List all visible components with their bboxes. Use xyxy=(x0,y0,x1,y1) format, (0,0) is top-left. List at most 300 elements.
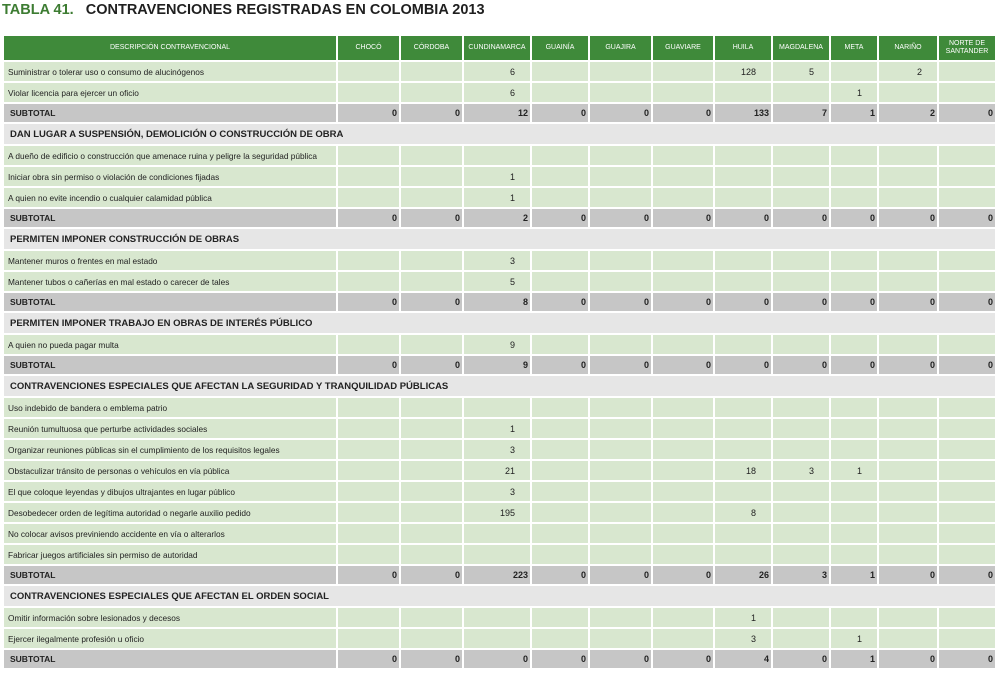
value-cell xyxy=(400,439,463,460)
section-label: CONTRAVENCIONES ESPECIALES QUE AFECTAN EL ORDEN SOCIAL xyxy=(3,585,996,607)
section-label: DAN LUGAR A SUSPENSIÓN, DEMOLICIÓN O CONSTRUCCIÓN DE OBRA xyxy=(3,123,996,145)
value-cell: 0 xyxy=(772,649,830,669)
value-cell xyxy=(463,397,531,418)
value-cell: 21 xyxy=(463,460,531,481)
column-header: DESCRIPCIÓN CONTRAVENCIONAL xyxy=(3,35,337,61)
table-row xyxy=(3,544,996,565)
value-cell: 2 xyxy=(878,103,938,123)
value-cell xyxy=(652,418,714,439)
value-cell xyxy=(400,61,463,82)
value-cell xyxy=(938,145,996,166)
value-cell: 7 xyxy=(772,103,830,123)
value-cell xyxy=(400,544,463,565)
value-cell xyxy=(878,397,938,418)
column-header: CÓRDOBA xyxy=(400,35,463,61)
contravenciones-table xyxy=(2,34,997,670)
value-cell: 0 xyxy=(531,649,589,669)
value-cell xyxy=(714,544,772,565)
value-cell: 3 xyxy=(463,481,531,502)
table-title xyxy=(2,1,485,21)
value-cell xyxy=(938,61,996,82)
subtotal-row xyxy=(3,292,996,312)
value-cell: 0 xyxy=(652,355,714,375)
value-cell xyxy=(337,607,400,628)
value-cell xyxy=(531,397,589,418)
section-label: PERMITEN IMPONER TRABAJO EN OBRAS DE INTERÉS PÚBLICO xyxy=(3,312,996,334)
value-cell: 0 xyxy=(589,292,652,312)
value-cell xyxy=(589,628,652,649)
value-cell xyxy=(878,502,938,523)
value-cell: 0 xyxy=(878,292,938,312)
value-cell xyxy=(531,460,589,481)
value-cell: 18 xyxy=(714,460,772,481)
value-cell xyxy=(938,628,996,649)
column-header: CHOCÓ xyxy=(337,35,400,61)
value-cell xyxy=(589,61,652,82)
value-cell: 1 xyxy=(830,628,878,649)
value-cell xyxy=(589,250,652,271)
value-cell xyxy=(938,544,996,565)
value-cell xyxy=(878,481,938,502)
value-cell xyxy=(337,628,400,649)
value-cell xyxy=(938,607,996,628)
value-cell: 0 xyxy=(772,208,830,228)
column-header: MAGDALENA xyxy=(772,35,830,61)
value-cell: 6 xyxy=(463,61,531,82)
value-cell xyxy=(652,544,714,565)
section-label: PERMITEN IMPONER CONSTRUCCIÓN DE OBRAS xyxy=(3,228,996,250)
value-cell xyxy=(337,250,400,271)
section-header-row xyxy=(3,312,996,334)
table-title-text: CONTRAVENCIONES REGISTRADAS EN COLOMBIA 2013 xyxy=(85,2,485,18)
description-cell: Omitir información sobre lesionados y decesos xyxy=(3,607,337,628)
table-row xyxy=(3,187,996,208)
value-cell: 0 xyxy=(400,103,463,123)
value-cell: 2 xyxy=(878,61,938,82)
value-cell: 0 xyxy=(589,649,652,669)
value-cell xyxy=(400,607,463,628)
value-cell: 0 xyxy=(400,649,463,669)
value-cell xyxy=(589,523,652,544)
value-cell: 0 xyxy=(531,355,589,375)
value-cell xyxy=(652,271,714,292)
value-cell xyxy=(463,607,531,628)
value-cell xyxy=(463,628,531,649)
value-cell xyxy=(531,544,589,565)
value-cell xyxy=(830,271,878,292)
value-cell: 3 xyxy=(463,250,531,271)
value-cell: 0 xyxy=(938,355,996,375)
value-cell xyxy=(652,439,714,460)
value-cell xyxy=(772,439,830,460)
description-cell: Suministrar o tolerar uso o consumo de alucinógenos xyxy=(3,61,337,82)
value-cell xyxy=(938,523,996,544)
description-cell: Uso indebido de bandera o emblema patrio xyxy=(3,397,337,418)
value-cell xyxy=(531,61,589,82)
value-cell xyxy=(878,460,938,481)
value-cell xyxy=(337,145,400,166)
value-cell xyxy=(652,82,714,103)
value-cell xyxy=(772,82,830,103)
table-row xyxy=(3,481,996,502)
value-cell xyxy=(938,502,996,523)
value-cell xyxy=(337,271,400,292)
subtotal-label: SUBTOTAL xyxy=(3,208,337,228)
value-cell xyxy=(652,628,714,649)
value-cell xyxy=(400,82,463,103)
value-cell xyxy=(938,187,996,208)
value-cell: 0 xyxy=(652,292,714,312)
value-cell xyxy=(337,502,400,523)
value-cell xyxy=(589,544,652,565)
value-cell: 0 xyxy=(878,355,938,375)
value-cell xyxy=(772,481,830,502)
value-cell xyxy=(938,439,996,460)
value-cell xyxy=(938,460,996,481)
value-cell xyxy=(878,334,938,355)
value-cell xyxy=(714,439,772,460)
value-cell: 223 xyxy=(463,565,531,585)
value-cell xyxy=(400,166,463,187)
value-cell: 0 xyxy=(400,292,463,312)
value-cell xyxy=(714,187,772,208)
subtotal-label: SUBTOTAL xyxy=(3,292,337,312)
value-cell: 26 xyxy=(714,565,772,585)
value-cell xyxy=(337,61,400,82)
value-cell xyxy=(878,166,938,187)
table-row xyxy=(3,502,996,523)
value-cell xyxy=(772,523,830,544)
value-cell xyxy=(531,523,589,544)
value-cell xyxy=(400,271,463,292)
table-number: TABLA 41. xyxy=(2,2,74,18)
value-cell xyxy=(652,397,714,418)
table-row xyxy=(3,145,996,166)
subtotal-row xyxy=(3,649,996,669)
value-cell xyxy=(531,271,589,292)
value-cell: 0 xyxy=(830,292,878,312)
value-cell xyxy=(337,82,400,103)
table-row xyxy=(3,166,996,187)
value-cell xyxy=(938,481,996,502)
value-cell: 3 xyxy=(772,565,830,585)
table-row xyxy=(3,523,996,544)
column-header: GUAINÍA xyxy=(531,35,589,61)
value-cell: 195 xyxy=(463,502,531,523)
description-cell: Violar licencia para ejercer un oficio xyxy=(3,82,337,103)
value-cell xyxy=(714,523,772,544)
value-cell xyxy=(589,334,652,355)
value-cell: 2 xyxy=(463,208,531,228)
value-cell xyxy=(652,607,714,628)
value-cell: 0 xyxy=(337,355,400,375)
table-row xyxy=(3,607,996,628)
subtotal-row xyxy=(3,208,996,228)
value-cell xyxy=(714,166,772,187)
subtotal-label: SUBTOTAL xyxy=(3,565,337,585)
description-cell: Desobedecer orden de legítima autoridad o negarle auxilio pedido xyxy=(3,502,337,523)
value-cell xyxy=(337,397,400,418)
value-cell xyxy=(714,82,772,103)
value-cell: 1 xyxy=(830,649,878,669)
value-cell: 1 xyxy=(830,460,878,481)
value-cell xyxy=(878,82,938,103)
value-cell xyxy=(772,502,830,523)
description-cell: Organizar reuniones públicas sin el cumplimiento de los requisitos legales xyxy=(3,439,337,460)
value-cell xyxy=(878,418,938,439)
value-cell xyxy=(337,523,400,544)
description-cell: Ejercer ilegalmente profesión u oficio xyxy=(3,628,337,649)
value-cell xyxy=(400,397,463,418)
value-cell xyxy=(772,250,830,271)
value-cell xyxy=(652,187,714,208)
value-cell xyxy=(531,607,589,628)
column-header: GUAVIARE xyxy=(652,35,714,61)
value-cell: 0 xyxy=(652,103,714,123)
value-cell: 8 xyxy=(463,292,531,312)
value-cell: 8 xyxy=(714,502,772,523)
table-row xyxy=(3,250,996,271)
value-cell xyxy=(772,334,830,355)
value-cell xyxy=(714,397,772,418)
value-cell xyxy=(652,334,714,355)
value-cell xyxy=(652,460,714,481)
description-cell: Obstaculizar tránsito de personas o vehículos en vía pública xyxy=(3,460,337,481)
value-cell xyxy=(772,544,830,565)
value-cell xyxy=(400,460,463,481)
value-cell xyxy=(531,166,589,187)
value-cell xyxy=(714,418,772,439)
value-cell xyxy=(878,271,938,292)
value-cell xyxy=(830,187,878,208)
value-cell xyxy=(878,250,938,271)
value-cell xyxy=(589,271,652,292)
value-cell xyxy=(830,61,878,82)
description-cell: A quien no pueda pagar multa xyxy=(3,334,337,355)
value-cell xyxy=(463,145,531,166)
value-cell xyxy=(531,82,589,103)
value-cell xyxy=(830,250,878,271)
value-cell xyxy=(830,334,878,355)
value-cell xyxy=(337,439,400,460)
value-cell: 0 xyxy=(589,355,652,375)
value-cell xyxy=(531,628,589,649)
value-cell: 0 xyxy=(589,565,652,585)
table-row xyxy=(3,334,996,355)
value-cell xyxy=(938,271,996,292)
value-cell xyxy=(830,418,878,439)
value-cell: 0 xyxy=(531,292,589,312)
value-cell xyxy=(830,481,878,502)
value-cell xyxy=(589,502,652,523)
table-body xyxy=(3,61,996,669)
value-cell xyxy=(531,187,589,208)
value-cell: 6 xyxy=(463,82,531,103)
value-cell xyxy=(772,187,830,208)
value-cell: 3 xyxy=(463,439,531,460)
value-cell xyxy=(772,397,830,418)
value-cell xyxy=(337,544,400,565)
value-cell: 5 xyxy=(772,61,830,82)
value-cell: 0 xyxy=(714,355,772,375)
section-label: CONTRAVENCIONES ESPECIALES QUE AFECTAN LA SEGURIDAD Y TRANQUILIDAD PÚBLICAS xyxy=(3,375,996,397)
value-cell xyxy=(400,523,463,544)
table-row xyxy=(3,271,996,292)
value-cell xyxy=(652,61,714,82)
value-cell xyxy=(400,502,463,523)
value-cell xyxy=(589,82,652,103)
value-cell xyxy=(830,439,878,460)
value-cell xyxy=(652,145,714,166)
value-cell: 0 xyxy=(337,292,400,312)
value-cell: 0 xyxy=(652,208,714,228)
value-cell: 5 xyxy=(463,271,531,292)
section-header-row xyxy=(3,375,996,397)
value-cell xyxy=(531,418,589,439)
value-cell: 128 xyxy=(714,61,772,82)
column-header: NORTE DE SANTANDER xyxy=(938,35,996,61)
value-cell xyxy=(772,145,830,166)
value-cell: 0 xyxy=(400,565,463,585)
value-cell xyxy=(589,397,652,418)
value-cell: 0 xyxy=(772,292,830,312)
value-cell xyxy=(652,523,714,544)
table-row xyxy=(3,628,996,649)
value-cell xyxy=(463,544,531,565)
subtotal-row xyxy=(3,355,996,375)
value-cell xyxy=(400,334,463,355)
value-cell xyxy=(878,628,938,649)
value-cell: 0 xyxy=(463,649,531,669)
description-cell: El que coloque leyendas y dibujos ultrajantes en lugar público xyxy=(3,481,337,502)
value-cell: 0 xyxy=(337,208,400,228)
description-cell: Iniciar obra sin permiso o violación de condiciones fijadas xyxy=(3,166,337,187)
description-cell: A quien no evite incendio o cualquier calamidad pública xyxy=(3,187,337,208)
table-row xyxy=(3,439,996,460)
value-cell: 0 xyxy=(652,649,714,669)
column-header: NARIÑO xyxy=(878,35,938,61)
value-cell: 0 xyxy=(830,355,878,375)
column-header: GUAJIRA xyxy=(589,35,652,61)
value-cell: 1 xyxy=(830,103,878,123)
section-header-row xyxy=(3,228,996,250)
value-cell: 12 xyxy=(463,103,531,123)
value-cell xyxy=(652,166,714,187)
column-header: HUILA xyxy=(714,35,772,61)
value-cell xyxy=(400,481,463,502)
value-cell: 0 xyxy=(337,565,400,585)
value-cell xyxy=(337,166,400,187)
value-cell: 0 xyxy=(878,649,938,669)
value-cell: 0 xyxy=(589,208,652,228)
value-cell xyxy=(531,439,589,460)
table-row xyxy=(3,82,996,103)
value-cell xyxy=(531,334,589,355)
value-cell xyxy=(772,418,830,439)
value-cell xyxy=(400,250,463,271)
value-cell: 9 xyxy=(463,334,531,355)
value-cell: 1 xyxy=(463,166,531,187)
subtotal-row xyxy=(3,103,996,123)
value-cell: 3 xyxy=(772,460,830,481)
value-cell: 0 xyxy=(938,649,996,669)
value-cell xyxy=(714,271,772,292)
value-cell: 0 xyxy=(531,565,589,585)
value-cell: 0 xyxy=(714,292,772,312)
value-cell: 0 xyxy=(589,103,652,123)
table-row xyxy=(3,61,996,82)
value-cell: 0 xyxy=(714,208,772,228)
value-cell xyxy=(400,145,463,166)
value-cell xyxy=(589,145,652,166)
value-cell: 9 xyxy=(463,355,531,375)
description-cell: No colocar avisos previniendo accidente en vía o alterarlos xyxy=(3,523,337,544)
header-row xyxy=(3,35,996,61)
value-cell xyxy=(400,628,463,649)
value-cell: 0 xyxy=(938,103,996,123)
value-cell xyxy=(772,166,830,187)
value-cell xyxy=(938,250,996,271)
value-cell xyxy=(938,82,996,103)
subtotal-label: SUBTOTAL xyxy=(3,103,337,123)
value-cell xyxy=(652,481,714,502)
value-cell: 0 xyxy=(830,208,878,228)
value-cell xyxy=(878,607,938,628)
value-cell: 1 xyxy=(830,82,878,103)
value-cell xyxy=(772,628,830,649)
value-cell: 3 xyxy=(714,628,772,649)
value-cell xyxy=(830,544,878,565)
value-cell xyxy=(878,544,938,565)
value-cell: 0 xyxy=(400,355,463,375)
description-cell: Fabricar juegos artificiales sin permiso de autoridad xyxy=(3,544,337,565)
section-header-row xyxy=(3,123,996,145)
value-cell xyxy=(337,418,400,439)
value-cell xyxy=(589,460,652,481)
value-cell: 0 xyxy=(337,649,400,669)
value-cell xyxy=(531,502,589,523)
value-cell: 0 xyxy=(531,208,589,228)
value-cell xyxy=(337,481,400,502)
value-cell xyxy=(531,145,589,166)
value-cell xyxy=(878,187,938,208)
value-cell xyxy=(938,397,996,418)
value-cell xyxy=(589,481,652,502)
value-cell xyxy=(772,607,830,628)
description-cell: Reunión tumultuosa que perturbe actividades sociales xyxy=(3,418,337,439)
value-cell: 1 xyxy=(714,607,772,628)
value-cell: 0 xyxy=(772,355,830,375)
value-cell xyxy=(400,418,463,439)
value-cell: 0 xyxy=(878,208,938,228)
table-row xyxy=(3,418,996,439)
value-cell xyxy=(772,271,830,292)
column-header: CUNDINAMARCA xyxy=(463,35,531,61)
value-cell: 1 xyxy=(463,187,531,208)
value-cell xyxy=(531,481,589,502)
value-cell xyxy=(714,334,772,355)
value-cell: 0 xyxy=(878,565,938,585)
value-cell xyxy=(589,418,652,439)
value-cell xyxy=(830,502,878,523)
value-cell xyxy=(938,166,996,187)
value-cell xyxy=(938,334,996,355)
value-cell: 4 xyxy=(714,649,772,669)
subtotal-row xyxy=(3,565,996,585)
value-cell xyxy=(589,187,652,208)
value-cell xyxy=(589,166,652,187)
description-cell: Mantener tubos o cañerías en mal estado o carecer de tales xyxy=(3,271,337,292)
